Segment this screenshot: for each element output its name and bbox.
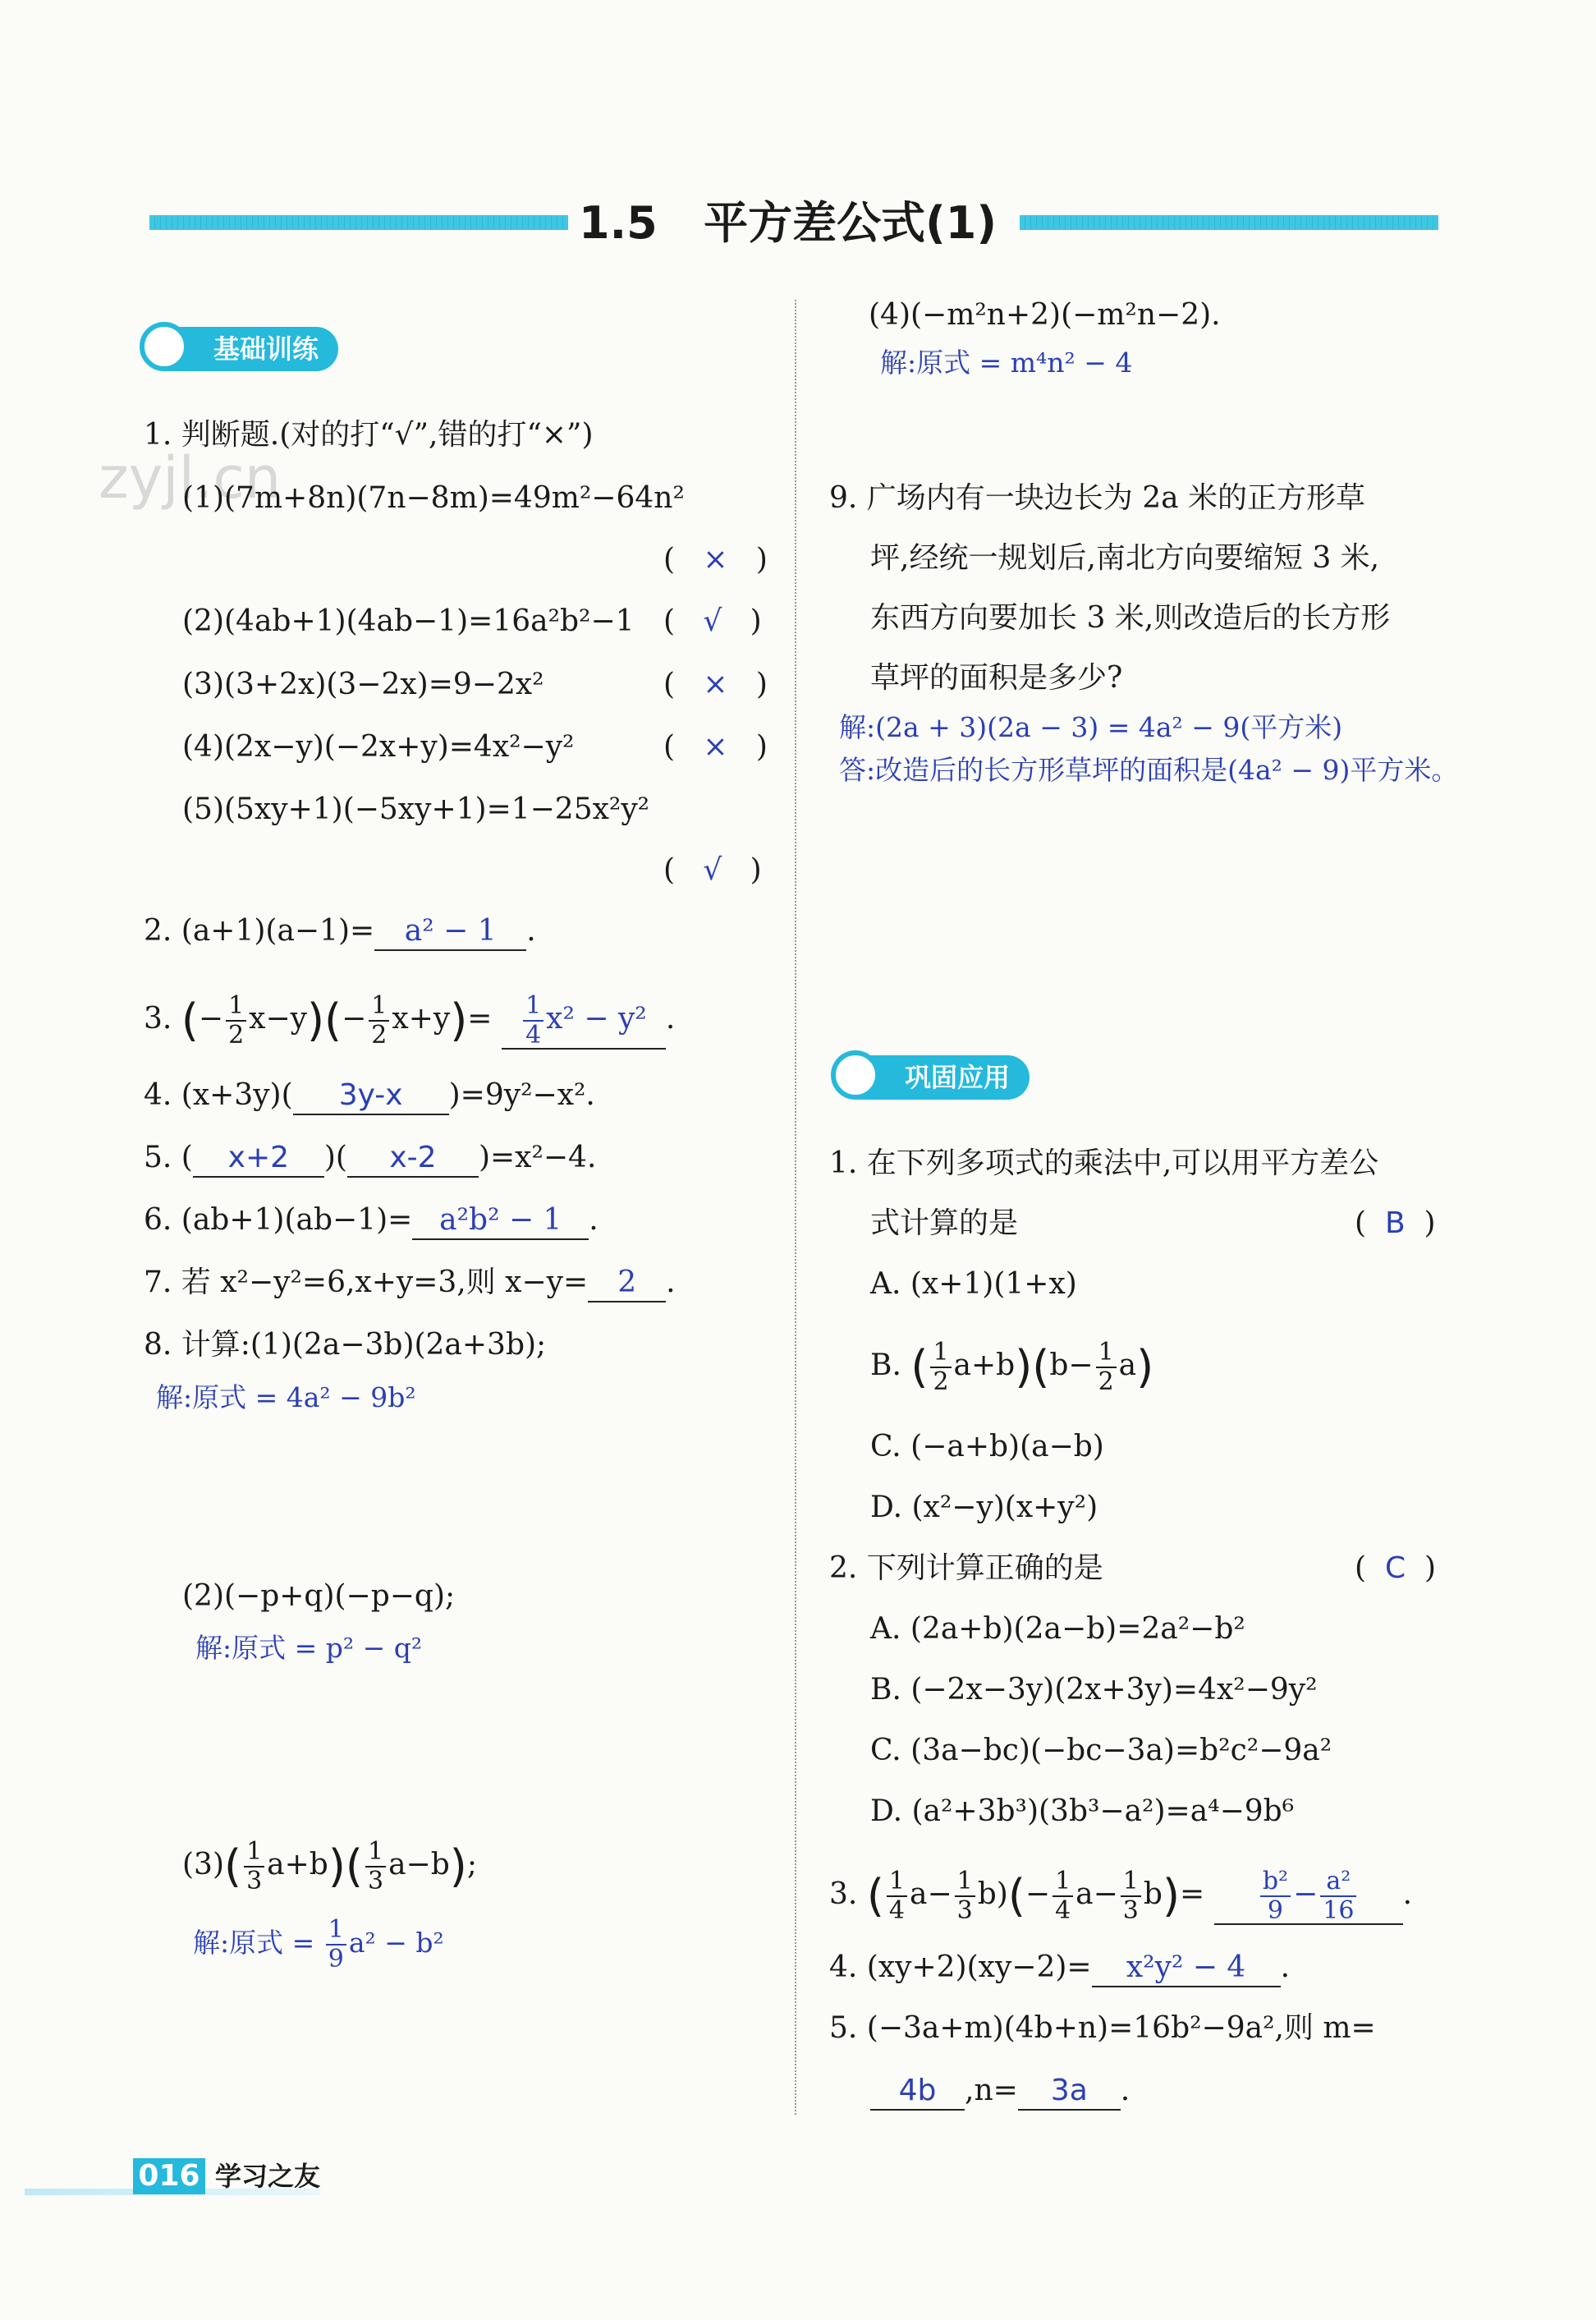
frac-num: a²: [1320, 1869, 1356, 1897]
a1-option-b: [870, 1340, 1153, 1394]
a2-answer-letter: C: [1384, 1551, 1406, 1585]
paren: (: [866, 1870, 884, 1922]
frac-num: 1: [1053, 1869, 1073, 1897]
fraction-half: [226, 991, 246, 1050]
math-text: a: [1118, 1348, 1137, 1382]
paren: ): [306, 995, 325, 1046]
frac-num: 1: [226, 994, 246, 1022]
q8-part-3-tail: ;: [466, 1848, 477, 1881]
title-bar-left: [149, 215, 568, 230]
q2-suffix: .: [526, 914, 536, 948]
q4: [144, 1077, 595, 1115]
q5-suffix: )=x²−4.: [478, 1141, 597, 1174]
a2-answer: ( C ): [1355, 1551, 1437, 1585]
math-text: x−y: [249, 1002, 307, 1036]
fraction-ninth: [326, 1915, 346, 1973]
q8-stem: 8. 计算:(1)(2a−3b)(2a+3b);: [144, 1328, 547, 1362]
frac-num: 1: [1121, 1869, 1141, 1897]
paren: (: [181, 995, 199, 1046]
frac-den: 3: [368, 1867, 384, 1895]
paren: ): [450, 995, 468, 1046]
q5: [144, 1140, 596, 1178]
q8-part-4: (4)(−m²n+2)(−m²n−2).: [869, 298, 1221, 332]
math-text: a−: [1075, 1877, 1118, 1911]
q1-answer-3: ( × ): [663, 668, 768, 701]
q1-item-3: (3)(3+2x)(3−2x)=9−2x²: [182, 668, 544, 701]
q1-item-5: (5)(5xy+1)(−5xy+1)=1−25x²y²: [182, 792, 650, 826]
q6: [144, 1202, 598, 1240]
fraction-third: [1121, 1869, 1141, 1923]
q3-answer-tail: x² − y²: [546, 1002, 647, 1036]
frac-den: 16: [1323, 1896, 1355, 1925]
a4-text: 4. (xy+2)(xy−2)=: [829, 1950, 1092, 1984]
a1-stem-1: 1. 在下列多项式的乘法中,可以用平方差公: [829, 1146, 1379, 1180]
a3: [829, 1869, 1412, 1925]
a1-option-d: D. (x²−y)(x+y²): [870, 1491, 1098, 1524]
a5-mid: ,n=: [965, 2074, 1018, 2107]
q1-stem: 1. 判断题.(对的打“√”,错的打“×”): [144, 418, 594, 452]
q7-suffix: .: [666, 1266, 676, 1299]
math-text: a+b: [267, 1848, 328, 1881]
fraction-quarter: [523, 991, 543, 1050]
frac-den: 4: [525, 1021, 542, 1050]
math-text: −: [342, 1002, 367, 1036]
paren: (: [345, 1840, 363, 1892]
q9-solution: 解:(2a + 3)(2a − 3) = 4a² − 9(平方米): [839, 711, 1343, 743]
lightbulb-icon: [140, 322, 189, 371]
q4-suffix: )=9y²−x².: [448, 1078, 595, 1112]
q7-text: 7. 若 x²−y²=6,x+y=3,则 x−y=: [144, 1266, 589, 1299]
page-title: [579, 197, 997, 250]
q7-answer: 2: [588, 1265, 666, 1302]
math-text: −: [1293, 1877, 1319, 1911]
q8-part-3-num: (3): [182, 1848, 224, 1881]
q1-answer-2: ( √ ): [663, 604, 762, 638]
frac-num: 1: [523, 994, 543, 1022]
fraction-half: [369, 991, 389, 1050]
q4-answer: 3y-x: [293, 1077, 449, 1115]
fraction-b2-over-9: [1260, 1869, 1291, 1923]
a3-answer: [1214, 1869, 1403, 1925]
q1-answer-4-mark: ×: [703, 730, 728, 764]
math-text: =: [1180, 1877, 1205, 1911]
q2-text: 2. (a+1)(a−1)=: [144, 914, 375, 948]
q1-answer-4: ( × ): [663, 730, 768, 764]
q8-solution-3: [193, 1915, 444, 1973]
a2-option-c: C. (3a−bc)(−bc−3a)=b²c²−9a²: [870, 1734, 1332, 1767]
q1-answer-2-mark: √: [703, 604, 722, 638]
a5-line-2: [870, 2073, 1130, 2111]
q6-answer: a²b² − 1: [412, 1202, 589, 1240]
column-divider: [795, 300, 796, 2115]
a4-answer: x²y² − 4: [1092, 1950, 1281, 1987]
paren: ): [328, 1840, 346, 1892]
knot-icon: [831, 1050, 880, 1100]
math-text: a+b: [953, 1348, 1016, 1382]
frac-num: 1: [244, 1840, 264, 1867]
q8-part-2: (2)(−p+q)(−p−q);: [182, 1579, 456, 1613]
frac-num: 1: [955, 1869, 975, 1897]
q6-suffix: .: [589, 1203, 598, 1237]
a2-stem: 2. 下列计算正确的是: [829, 1551, 1103, 1585]
math-text: −: [1025, 1877, 1051, 1911]
q8-part-3: [182, 1837, 477, 1895]
a5-answer-n: 3a: [1018, 2073, 1121, 2111]
frac-den: 2: [371, 1021, 388, 1050]
q1-item-2: (2)(4ab+1)(4ab−1)=16a²b²−1: [182, 604, 635, 638]
q5-mid: )(: [323, 1141, 347, 1174]
frac-num: b²: [1260, 1869, 1291, 1897]
q3: 3. (− $\frac{1}{2}$ x−y)(− $\frac{1}{2}$ x+y)= $\frac{1}{4}$ x² − y² .: [144, 991, 676, 1050]
math-text: =: [467, 1002, 493, 1036]
fraction-third: [955, 1869, 975, 1923]
frac-num: 1: [1096, 1340, 1117, 1368]
paren: (: [224, 1840, 242, 1892]
frac-den: 3: [956, 1896, 973, 1925]
q1-answer-1-mark: ×: [703, 543, 728, 577]
paren: ): [449, 1840, 467, 1892]
q1-item-4: (4)(2x−y)(−2x+y)=4x²−y²: [182, 730, 575, 764]
a2-option-a: A. (2a+b)(2a−b)=2a²−b²: [870, 1612, 1245, 1646]
a5-line-1: 5. (−3a+m)(4b+n)=16b²−9a²,则 m=: [829, 2011, 1376, 2045]
fraction-third: [365, 1837, 386, 1895]
paren: (: [1032, 1341, 1050, 1393]
a1-option-a: A. (x+1)(1+x): [870, 1267, 1077, 1301]
page-number: 016: [133, 2158, 205, 2194]
frac-den: 9: [1267, 1896, 1283, 1925]
q9-answer: 答:改造后的长方形草坪的面积是(4a² − 9)平方米。: [839, 754, 1459, 786]
q6-text: 6. (ab+1)(ab−1)=: [144, 1203, 413, 1237]
section-badge-apply-label: 巩固应用: [905, 1062, 1011, 1093]
q9-line-4: 草坪的面积是多少?: [870, 661, 1123, 695]
paren: (: [1007, 1870, 1025, 1922]
paren: ): [1136, 1341, 1154, 1393]
fraction-quarter: [887, 1869, 907, 1923]
q5-answer-2: x-2: [347, 1140, 479, 1178]
q1-answer-3-mark: ×: [703, 668, 728, 701]
q8-solution-2: 解:原式 = p² − q²: [195, 1632, 423, 1664]
math-text: a−: [909, 1877, 952, 1911]
q9-line-3: 东西方向要加长 3 米,则改造后的长方形: [870, 601, 1391, 635]
math-text: −: [198, 1002, 224, 1036]
frac-num: 1: [369, 994, 389, 1022]
q4-text: 4. (x+3y)(: [144, 1078, 293, 1112]
q8-sol3-prefix: 解:原式 =: [193, 1927, 323, 1959]
q8-solution-4: 解:原式 = m⁴n² − 4: [880, 347, 1133, 379]
q2-answer: a² − 1: [374, 913, 526, 951]
frac-den: 4: [888, 1896, 905, 1925]
q1-item-1: (1)(7m+8n)(7n−8m)=49m²−64n²: [182, 481, 685, 515]
a3-suffix: .: [1402, 1877, 1413, 1911]
a3-num: 3.: [829, 1877, 858, 1911]
frac-den: 3: [246, 1867, 263, 1895]
q8-sol3-tail: a² − b²: [348, 1927, 444, 1959]
paren: ): [1162, 1870, 1181, 1922]
fraction-quarter: [1053, 1869, 1073, 1923]
section-badge-basic-label: 基础训练: [213, 333, 319, 365]
math-text: b−: [1049, 1348, 1094, 1382]
paren: (: [910, 1341, 929, 1393]
frac-num: 1: [887, 1869, 907, 1897]
frac-den: 2: [1098, 1367, 1114, 1396]
fraction-third: [244, 1837, 264, 1895]
a4-suffix: .: [1280, 1950, 1291, 1984]
title-text: 平方差公式(1): [704, 197, 998, 249]
title-number: 1.5: [579, 197, 658, 249]
frac-den: 9: [328, 1945, 344, 1973]
a1-answer-letter: B: [1384, 1206, 1406, 1240]
a5-suffix: .: [1120, 2074, 1130, 2107]
q1-answer-5: ( √ ): [663, 853, 762, 887]
frac-den: 2: [933, 1367, 949, 1396]
q2: [144, 913, 536, 951]
q9-line-2: 坪,经统一规划后,南北方向要缩短 3 米,: [870, 541, 1380, 575]
math-text: b): [977, 1877, 1008, 1911]
frac-den: 2: [228, 1021, 245, 1050]
math-text: b: [1143, 1877, 1163, 1911]
frac-num: 1: [930, 1340, 951, 1368]
book-name: 学习之友: [215, 2161, 321, 2192]
a2-option-b: B. (−2x−3y)(2x+3y)=4x²−9y²: [870, 1673, 1318, 1707]
q9-line-1: 9. 广场内有一块边长为 2a 米的正方形草: [829, 481, 1366, 515]
watermark: zyjl.cn: [99, 444, 282, 512]
title-bar-right: [1020, 215, 1438, 230]
a1-option-c: C. (−a+b)(a−b): [870, 1430, 1104, 1463]
frac-num: 1: [326, 1918, 346, 1946]
paren: ): [1015, 1341, 1033, 1393]
q8-solution-1: 解:原式 = 4a² − 9b²: [156, 1381, 416, 1413]
a1-stem-2: 式计算的是: [870, 1206, 1019, 1240]
q7: [144, 1265, 676, 1302]
fraction-a2-over-16: [1320, 1869, 1356, 1923]
q5-answer-1: x+2: [193, 1140, 324, 1178]
fraction-half: [930, 1340, 951, 1394]
a1-answer: ( B ): [1355, 1206, 1436, 1240]
q1-answer-1: ( × ): [663, 543, 768, 577]
math-text: x+y: [392, 1002, 451, 1036]
q3-num: 3.: [144, 1002, 172, 1036]
a4: [829, 1950, 1290, 1987]
fraction-half: [1096, 1340, 1117, 1394]
q5-text: 5. (: [144, 1141, 193, 1174]
q3-answer: [502, 991, 666, 1050]
frac-den: 3: [1122, 1896, 1139, 1925]
q1-answer-5-mark: √: [703, 853, 722, 887]
a5-answer-m: 4b: [870, 2073, 965, 2111]
frac-num: 1: [365, 1840, 386, 1867]
a2-option-d: D. (a²+3b³)(3b³−a²)=a⁴−9b⁶: [870, 1794, 1295, 1828]
math-text: a−b: [388, 1848, 450, 1881]
frac-den: 4: [1055, 1896, 1071, 1925]
a1-option-b-prefix: B.: [870, 1348, 901, 1382]
paren: (: [324, 995, 342, 1046]
